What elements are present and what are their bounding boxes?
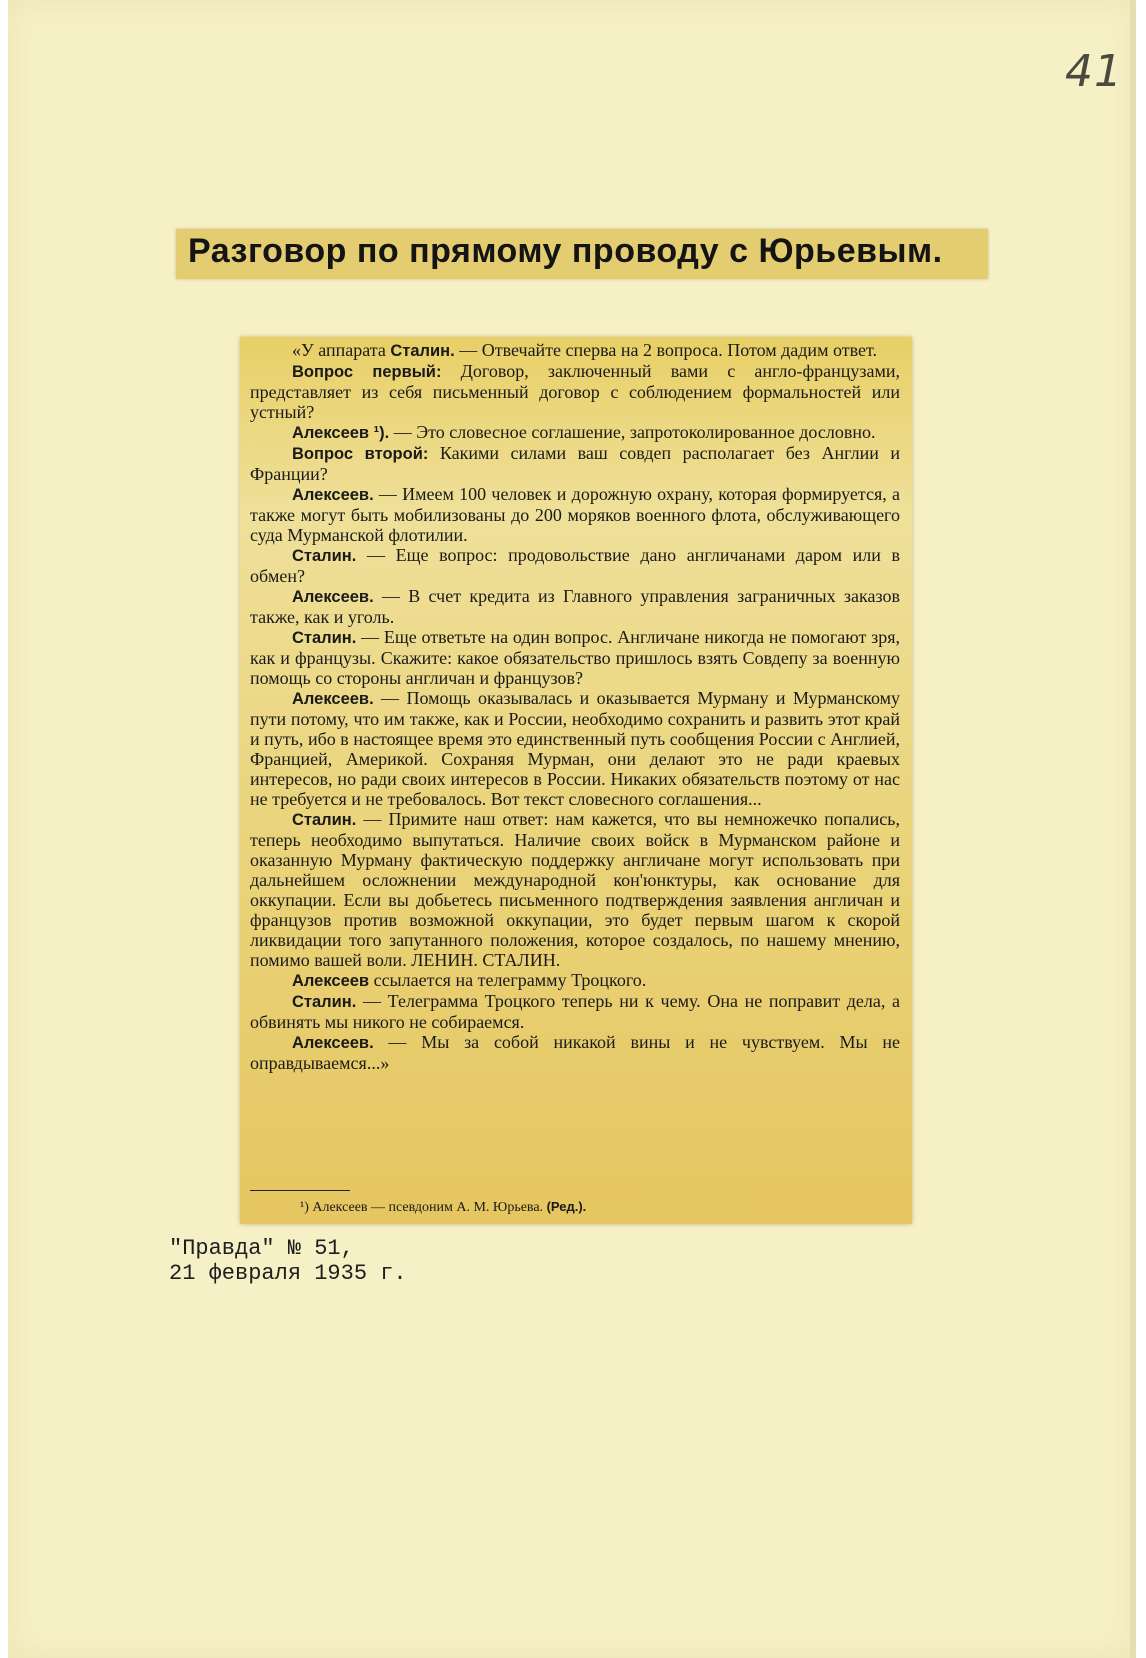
article-body xyxy=(250,340,900,1073)
article-paragraph xyxy=(250,361,900,422)
paragraph-text: — Еще ответьте на один вопрос. Англичане никогда не помогают зря, как и французы. Скажите: какое обязательство пришлось взять Совдепу за военную помощь со стороны англичан и французов? xyxy=(250,627,900,688)
paragraph-text: — Мы за собой никакой вины и не чувствуем. Мы не оправдываемся...» xyxy=(250,1032,900,1073)
paragraph-text: — Имеем 100 человек и дорожную охрану, которая формируется, а также могут быть мобилизованы до 200 моряков военного флота, обслуживающего суда Мурманской флотилии. xyxy=(250,484,900,545)
speaker-name: Сталин. xyxy=(390,342,455,360)
footnote-rule xyxy=(250,1190,350,1191)
source-line-2: 21 февраля 1935 г. xyxy=(169,1261,407,1286)
article-paragraph xyxy=(250,443,900,484)
speaker-name: Алексеев. xyxy=(292,588,374,606)
footnote xyxy=(300,1199,586,1216)
speaker-name: Сталин. xyxy=(292,629,357,647)
paragraph-text: ссылается на телеграмму Троцкого. xyxy=(369,970,647,990)
paragraph-text: — Это словесное соглашение, запротоколированное дословно. xyxy=(389,422,876,442)
speaker-name: Вопрос первый: xyxy=(292,363,442,381)
article-paragraph xyxy=(250,340,900,361)
source-citation xyxy=(169,1236,407,1286)
source-line-1: "Правда" № 51, xyxy=(169,1236,354,1261)
article-paragraph xyxy=(250,422,900,443)
article-paragraph xyxy=(250,627,900,688)
speaker-name: Алексеев. xyxy=(292,1034,374,1052)
paragraph-text: — Телеграмма Троцкого теперь ни к чему. Она не поправит дела, а обвинять мы никого не собираемся. xyxy=(250,991,900,1032)
footnote-editor: (Ред.). xyxy=(546,1199,587,1214)
article-paragraph xyxy=(250,991,900,1032)
article-paragraph xyxy=(250,688,900,809)
paragraph-text: — Примите наш ответ: нам кажется, что вы немножечко попались, теперь необходимо выпутаться. Наличие своих войск в Мурманском районе и оказанную Мурману фактическую поддержку англичане могут использовать при дальнейшем осложнении международной кон'юнктуры, как основание для оккупации. Если вы добьетесь письменного подтверждения заявления англичан и французов против возможной оккупации, это будет первым шагом к скорой ликвидации того запутанного положения, которое создалось, по нашему мнению, помимо вашей воли. ЛЕНИН. СТАЛИН. xyxy=(250,809,900,970)
speaker-name: Алексеев. xyxy=(292,486,374,504)
article-paragraph xyxy=(250,586,900,627)
speaker-name: Сталин. xyxy=(292,547,357,565)
footnote-text: ¹) Алексеев — псевдоним А. М. Юрьева. xyxy=(300,1200,547,1215)
paragraph-text: — В счет кредита из Главного управления заграничных заказов также, как и уголь. xyxy=(250,586,900,627)
speaker-name: Алексеев xyxy=(292,972,370,990)
paragraph-lead: «У аппарата xyxy=(292,340,391,360)
article-paragraph xyxy=(250,545,900,586)
paragraph-text: — Помощь оказывалась и оказывается Мурману и Мурманскому пути потому, что им также, как и России, необходимо сохранить и развить этот край и путь, ибо в настоящее время это единственный путь сообщения России с Англией, Францией, Америкой. Сохраняя Мурман, они делают это не ради краевых интересов, но ради своих интересов в России. Никаких обязательств поэтому от нас не требуется и не требовалось. Вот текст словесного соглашения... xyxy=(250,688,900,809)
speaker-name: Сталин. xyxy=(292,993,357,1011)
paragraph-text: — Еще вопрос: продовольствие дано англичанами даром или в обмен? xyxy=(250,545,900,586)
article-paragraph xyxy=(250,809,900,970)
paragraph-text: — Отвечайте сперва на 2 вопроса. Потом дадим ответ. xyxy=(454,340,877,360)
speaker-name: Сталин. xyxy=(292,811,357,829)
paragraph-text: Договор, заключенный вами с англо-французами, представляет из себя письменный договор с соблюдением формальностей или устный? xyxy=(250,361,900,422)
speaker-name: Алексеев. xyxy=(292,690,374,708)
page-number: 41 xyxy=(1065,46,1123,97)
article-paragraph xyxy=(250,970,900,991)
sheet-edge xyxy=(1130,0,1136,1658)
speaker-name: Алексеев ¹). xyxy=(292,424,390,442)
headline: Разговор по прямому проводу с Юрьевым. xyxy=(188,232,943,270)
article-paragraph xyxy=(250,484,900,545)
article-paragraph xyxy=(250,1032,900,1073)
speaker-name: Вопрос второй: xyxy=(292,445,429,463)
paragraph-text: Какими силами ваш совдеп располагает без Англии и Франции? xyxy=(250,443,900,484)
